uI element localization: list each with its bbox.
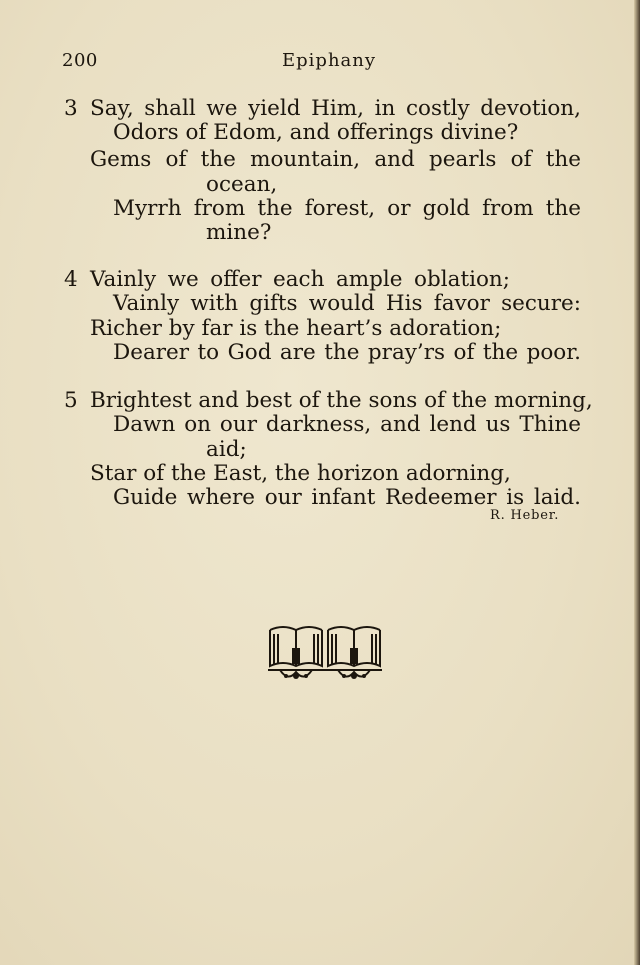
stanza-number: 5 <box>64 388 78 413</box>
open-books-ornament-icon <box>266 620 384 684</box>
verse-line: aid; <box>206 437 247 462</box>
page-number: 200 <box>62 50 98 71</box>
verse-line: Dearer to God are the pray’rs of the poor. <box>113 340 581 365</box>
stanza-number: 3 <box>64 96 78 121</box>
verse-line: Guide where our infant Redeemer is laid. <box>113 485 581 510</box>
running-title: Epiphany <box>282 50 377 71</box>
stanza-number: 4 <box>64 267 78 292</box>
verse-line: Vainly we offer each ample oblation; <box>90 267 510 292</box>
verse-line: Richer by far is the heart’s adoration; <box>90 316 502 341</box>
verse-line: Say, shall we yield Him, in costly devotion, <box>90 96 581 121</box>
verse-line: Brightest and best of the sons of the morning, <box>90 388 593 413</box>
verse-line: Gems of the mountain, and pearls of the <box>90 147 581 172</box>
author-attribution: R. Heber. <box>490 508 560 523</box>
verse-line: Dawn on our darkness, and lend us Thine <box>113 412 581 437</box>
verse-line: mine? <box>206 220 272 245</box>
verse-line: Odors of Edom, and offerings divine? <box>113 120 519 145</box>
verse-line: ocean, <box>206 172 278 197</box>
verse-line: Vainly with gifts would His favor secure: <box>113 291 581 316</box>
page-edge <box>634 0 640 965</box>
verse-line: Myrrh from the forest, or gold from the <box>113 196 581 221</box>
verse-line: Star of the East, the horizon adorning, <box>90 461 511 486</box>
